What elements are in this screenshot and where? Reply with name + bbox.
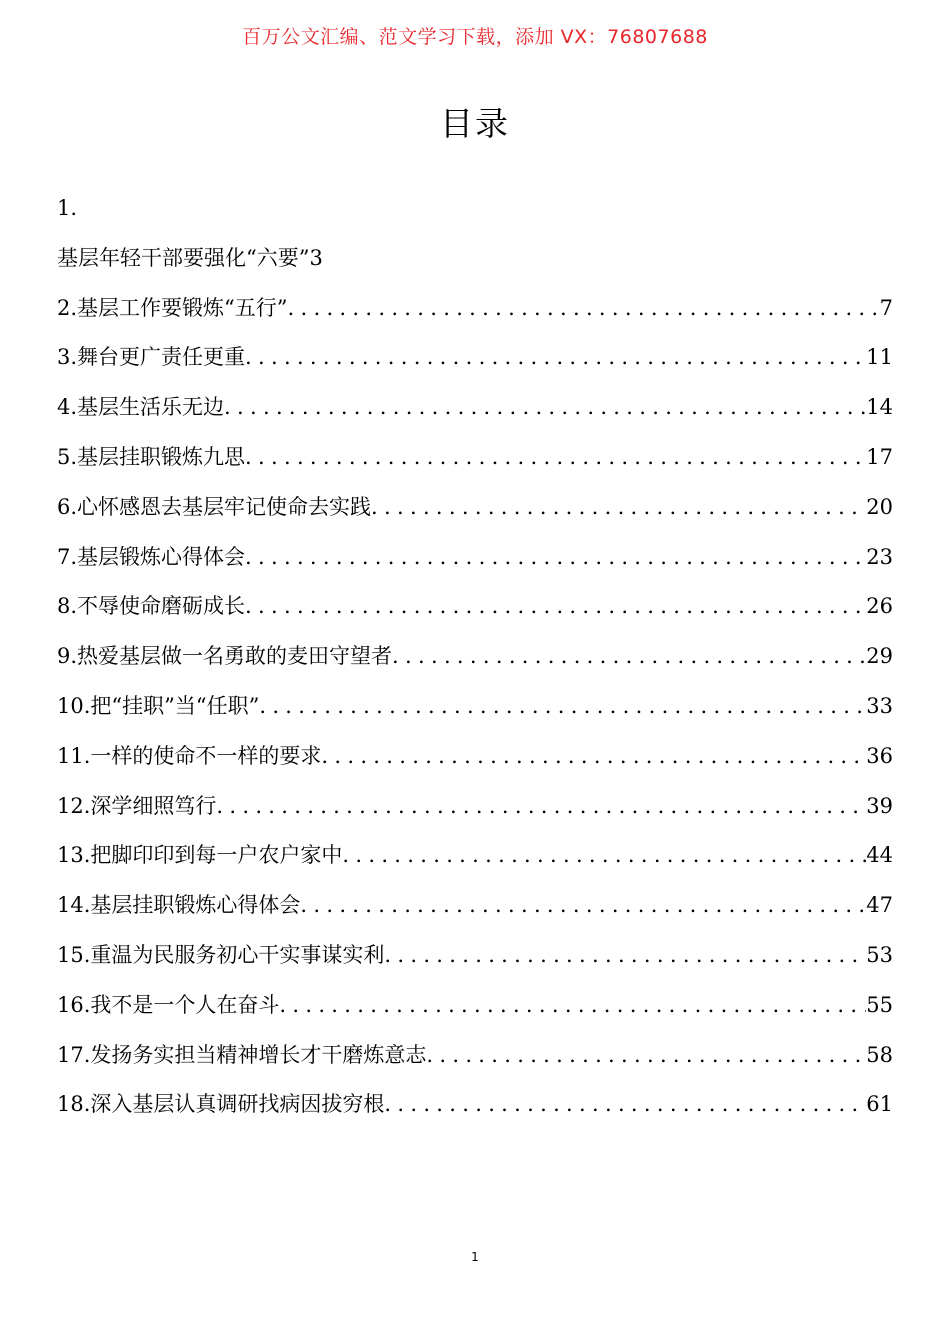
toc-entry[interactable]	[57, 687, 893, 737]
toc-entry-page: 26	[866, 594, 893, 619]
toc-entry-page: 14	[866, 395, 893, 420]
toc-leader-dots	[216, 787, 866, 825]
toc-leader-dots	[392, 637, 866, 675]
toc-entry[interactable]	[57, 587, 893, 637]
page-number: 1	[471, 1250, 479, 1264]
toc-entry-page: 17	[866, 444, 893, 469]
toc-entry[interactable]	[57, 886, 893, 936]
toc-entry-page: 61	[866, 1092, 893, 1117]
toc-entry-page: 58	[866, 1042, 893, 1067]
toc-leader-dots	[288, 289, 880, 327]
toc-entry-page: 23	[866, 544, 893, 569]
toc-leader-dots	[371, 488, 866, 526]
toc-entry[interactable]	[57, 538, 893, 588]
toc-entry[interactable]	[57, 488, 893, 538]
toc-entry-title: 8.不辱使命磨砺成长	[57, 594, 246, 619]
toc-leader-dots	[384, 1085, 866, 1123]
toc-entry[interactable]	[57, 338, 893, 388]
toc-entry[interactable]	[57, 787, 893, 837]
toc-entry[interactable]	[57, 1036, 893, 1086]
table-of-contents	[57, 189, 893, 1135]
toc-entry-page: 29	[866, 644, 893, 669]
toc-entry[interactable]	[57, 637, 893, 687]
toc-entry-title: 18.深入基层认真调研找病因拔穷根	[57, 1092, 385, 1117]
toc-entry[interactable]	[57, 1085, 893, 1135]
toc-entry-title: 13.把脚印印到每一户农户家中	[57, 843, 343, 868]
toc-entry-title: 7.基层锻炼心得体会	[57, 544, 246, 569]
toc-leader-dots	[259, 687, 866, 725]
toc-leader-dots	[426, 1036, 866, 1074]
toc-entry-title: 15.重温为民服务初心干实事谋实利	[57, 942, 385, 967]
toc-leader-dots	[245, 538, 866, 576]
toc-entry-title: 9.热爱基层做一名勇敢的麦田守望者	[57, 644, 393, 669]
toc-entry-title: 16.我不是一个人在奋斗	[57, 992, 280, 1017]
toc-entry-1-number[interactable]: 1.	[57, 196, 78, 220]
toc-leader-dots	[300, 886, 866, 924]
toc-entry-page: 55	[866, 992, 893, 1017]
toc-entry-page: 53	[866, 942, 893, 967]
toc-leader-dots	[245, 587, 866, 625]
toc-entry-title: 14.基层挂职锻炼心得体会	[57, 893, 301, 918]
toc-leader-dots	[321, 737, 866, 775]
toc-title: 目录	[440, 104, 510, 143]
toc-entry-page: 20	[866, 494, 893, 519]
toc-entry-title: 17.发扬务实担当精神增长才干磨炼意志	[57, 1042, 427, 1067]
toc-entry[interactable]	[57, 836, 893, 886]
toc-entry-title: 10.把“挂职”当“任职”	[57, 693, 260, 718]
toc-entry-page: 33	[866, 693, 893, 718]
toc-entry-page: 39	[866, 793, 893, 818]
toc-entry[interactable]	[57, 737, 893, 787]
toc-entry-page: 7	[879, 295, 893, 320]
download-notice: 百万公文汇编、范文学习下载，添加 VX：76807688	[242, 26, 708, 48]
toc-entry-page: 44	[866, 843, 893, 868]
toc-entry-title: 6.心怀感恩去基层牢记使命去实践	[57, 494, 372, 519]
toc-entry[interactable]	[57, 388, 893, 438]
toc-leader-dots	[224, 388, 866, 426]
toc-entry[interactable]	[57, 289, 893, 339]
toc-leader-dots	[245, 438, 866, 476]
toc-entry[interactable]	[57, 986, 893, 1036]
toc-entry[interactable]	[57, 936, 893, 986]
toc-entry-title: 12.深学细照笃行	[57, 793, 217, 818]
toc-entry-title: 11.一样的使命不一样的要求	[57, 743, 322, 768]
toc-entry-title: 4.基层生活乐无边	[57, 395, 225, 420]
toc-entry-title: 3.舞台更广责任更重	[57, 345, 246, 370]
toc-entry-1-text[interactable]: 基层年轻干部要强化“六要”3	[57, 245, 323, 270]
toc-entry-page: 47	[866, 893, 893, 918]
toc-entry-title: 5.基层挂职锻炼九思	[57, 444, 246, 469]
toc-entry-page: 36	[866, 743, 893, 768]
toc-leader-dots	[245, 338, 866, 376]
toc-entry[interactable]	[57, 438, 893, 488]
toc-leader-dots	[384, 936, 866, 974]
toc-entry-page: 11	[866, 345, 893, 370]
toc-leader-dots	[279, 986, 866, 1024]
toc-leader-dots	[342, 836, 866, 874]
toc-entry-title: 2.基层工作要锻炼“五行”	[57, 295, 288, 320]
